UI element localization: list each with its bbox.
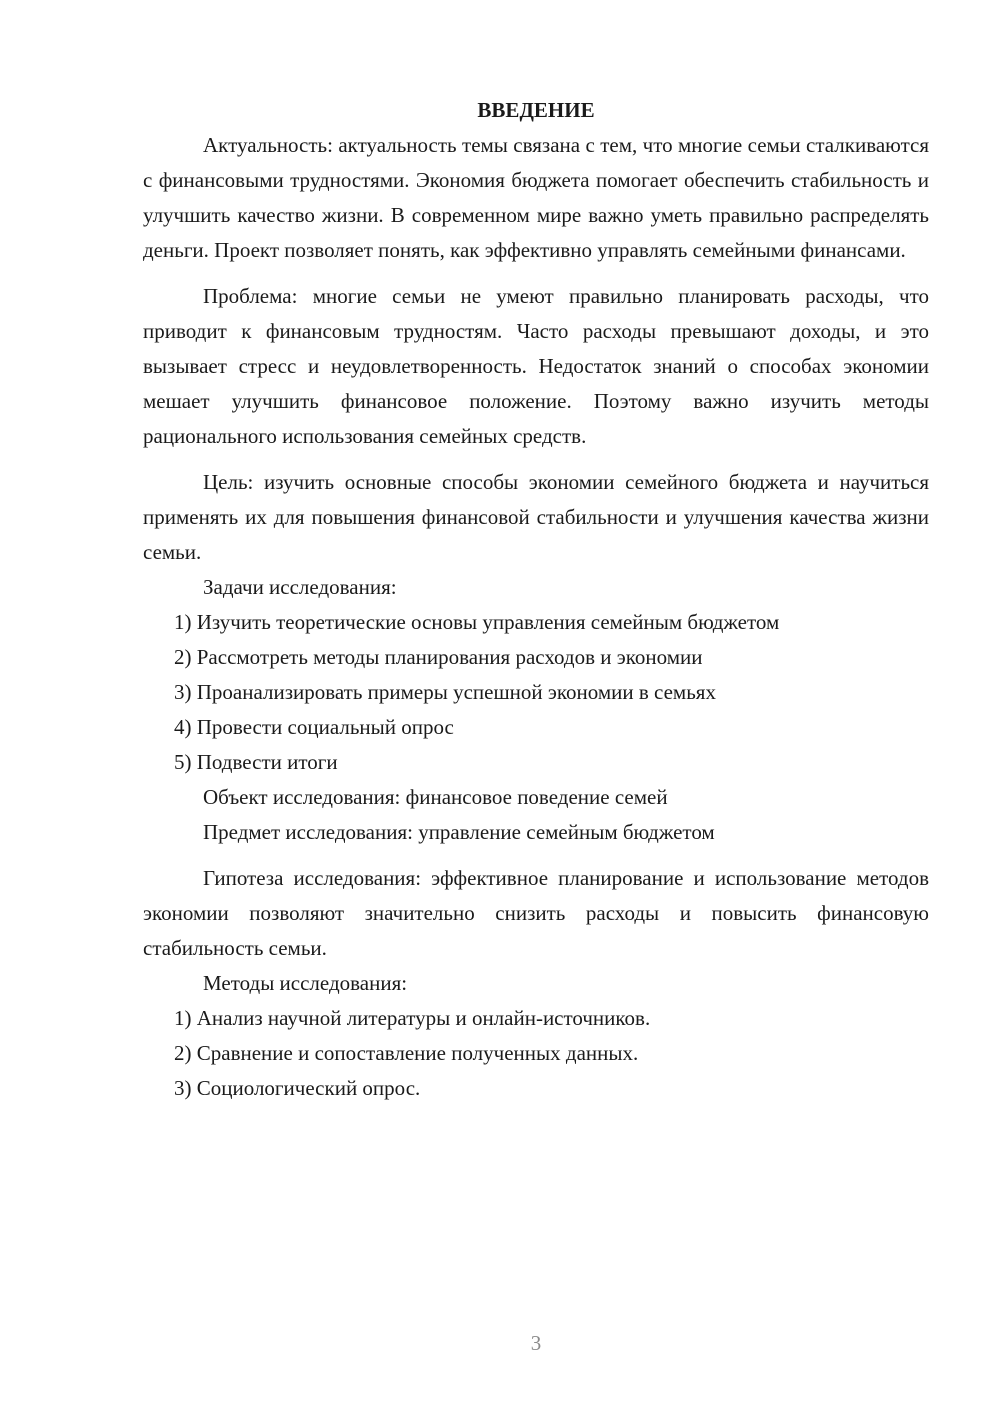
task-item-5: 5) Подвести итоги: [174, 750, 338, 774]
method-item-1: 1) Анализ научной литературы и онлайн-источников.: [174, 1006, 651, 1030]
page-title: ВВЕДЕНИЕ: [477, 98, 595, 122]
methods-label: Методы исследования:: [203, 971, 408, 995]
hypothesis-paragraph: Гипотеза исследования: эффективное планирование и использование методов экономии позволяют значительно снизить расходы и повысить финансовую стабильность семьи.: [143, 866, 929, 960]
tasks-label: Задачи исследования:: [203, 575, 397, 599]
document-body: [143, 93, 929, 1106]
task-item-1: 1) Изучить теоретические основы управления семейным бюджетом: [174, 610, 780, 634]
goal-paragraph: Цель: изучить основные способы экономии семейного бюджета и научиться применять их для повышения финансовой стабильности и улучшения качества жизни семьи.: [143, 470, 929, 564]
relevance-paragraph: Актуальность: актуальность темы связана с тем, что многие семьи сталкиваются с финансовыми трудностями. Экономия бюджета помогает обеспечить стабильность и улучшить качество жизни. В современном мире важно уметь правильно распределять деньги. Проект позволяет понять, как эффективно управлять семейными финансами.: [143, 133, 929, 262]
research-subject: Предмет исследования: управление семейным бюджетом: [203, 820, 715, 844]
task-item-4: 4) Провести социальный опрос: [174, 715, 454, 739]
method-item-3: 3) Социологический опрос.: [174, 1076, 421, 1100]
research-object: Объект исследования: финансовое поведение семей: [203, 785, 668, 809]
method-item-2: 2) Сравнение и сопоставление полученных данных.: [174, 1041, 639, 1065]
problem-paragraph: Проблема: многие семьи не умеют правильно планировать расходы, что приводит к финансовым трудностям. Часто расходы превышают доходы, и это вызывает стресс и неудовлетворенность. Недостаток знаний о способах экономии мешает улучшить финансовое положение. Поэтому важно изучить методы рационального использования семейных средств.: [143, 284, 929, 448]
task-item-3: 3) Проанализировать примеры успешной экономии в семьях: [174, 680, 716, 704]
task-item-2: 2) Рассмотреть методы планирования расходов и экономии: [174, 645, 703, 669]
page-number: 3: [530, 1331, 542, 1355]
